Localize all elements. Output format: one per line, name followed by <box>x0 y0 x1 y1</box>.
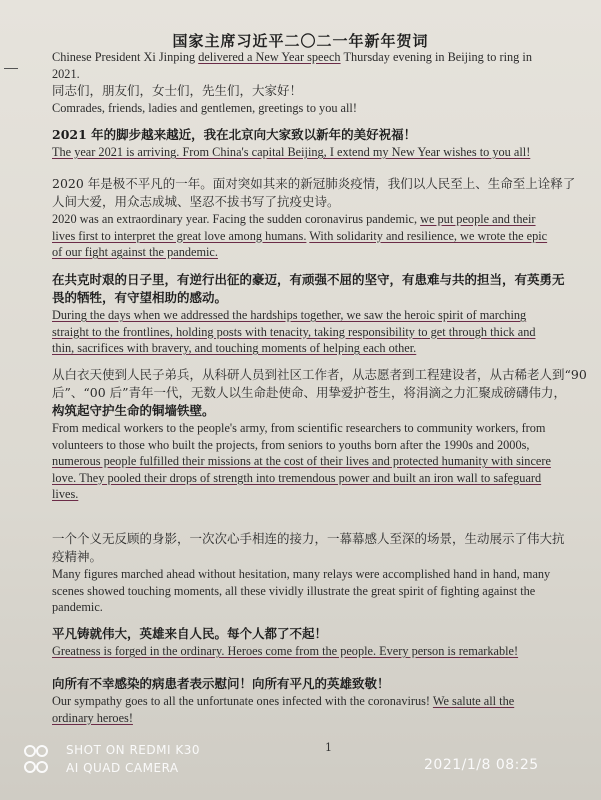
paragraph-en-line <box>52 228 572 245</box>
paragraph-en-line: lives. <box>52 487 79 501</box>
paragraph-zh-line: 构筑起守护生命的铜墙铁壁。 <box>52 403 215 418</box>
paragraph-zh-line: 疫精神。 <box>52 549 103 564</box>
paragraph-en-line <box>52 693 572 710</box>
margin-mark <box>4 68 18 69</box>
page-number: 1 <box>325 741 332 754</box>
paragraph-en-line: Many figures marched ahead without hesitation, many relays were accomplished hand in hand, many <box>52 567 551 581</box>
paragraph-1 <box>52 126 572 161</box>
watermark-device-label: SHOT ON REDMI K30 <box>66 743 200 757</box>
paragraph-zh-line: 后”、“00 后”青年一代，无数人以生命赴使命、用挚爱护苍生，将涓滴之力汇聚成磅礴伟力， <box>52 385 567 400</box>
paragraph-en-line: ordinary heroes! <box>52 710 133 725</box>
paragraph-en-line: pandemic. <box>52 600 103 614</box>
paragraph-en-line: love. They pooled their drops of strength into tremendous power and built an iron wall to safeguard <box>52 470 542 485</box>
paragraph-en-underlined: lives first to interpret the great love among humans. <box>52 228 307 243</box>
paragraph-en-line: During the days when we addressed the hardships together, we saw the heroic spirit of marching <box>52 308 527 322</box>
paragraph-en-line: volunteers to those who built the projects, from seniors to youths born after the 1990s and 2000s, <box>52 437 530 452</box>
paragraph-3 <box>52 271 572 357</box>
paragraph-zh-line: 2021 年的脚步越来越近，我在北京向大家致以新年的美好祝福！ <box>52 127 417 142</box>
paragraph-en-line: The year 2021 is arriving. From China's capital Beijing, I extend my New Year wishes to you all! <box>52 145 531 159</box>
photo-timestamp: 2021/1/8 08:25 <box>424 757 539 773</box>
intro-block <box>52 49 572 117</box>
camera-brand-logo-icon <box>22 743 60 779</box>
paragraph-en-line: thin, sacrifices with bravery, and touching moments of helping each other. <box>52 341 417 355</box>
intro-en-underlined: delivered a New Year speech <box>198 50 341 64</box>
intro-en-text: Chinese President Xi Jinping <box>52 50 199 64</box>
paragraph-zh-line: 一个个义无反顾的身影，一次次心手相连的接力，一幕幕感人至深的场景，生动展示了伟大抗 <box>52 531 565 546</box>
paragraph-en-line: scenes showed touching moments, all these vividly illustrate the great spirit of fighting against the <box>52 583 536 598</box>
paragraph-zh-line: 从白衣天使到人民子弟兵，从科研人员到社区工作者，从志愿者到工程建设者，从古稀老人到“90 <box>52 367 587 382</box>
intro-zh-line: 同志们，朋友们，女士们，先生们，大家好！ <box>52 83 303 98</box>
paragraph-en-text: 2020 was an extraordinary year. Facing the sudden coronavirus pandemic, <box>52 212 421 226</box>
paragraph-zh-line: 畏的牺牲，有守望相助的感动。 <box>52 290 228 305</box>
intro-en-line: 2021. <box>52 66 80 81</box>
paragraph-zh-line: 人间大爱，用众志成城、坚忍不拔书写了抗疫史诗。 <box>52 194 340 209</box>
paragraph-2 <box>52 175 576 261</box>
paragraph-7 <box>52 675 572 726</box>
paragraph-en-line: Greatness is forged in the ordinary. Heroes come from the people. Every person is remarkable! <box>52 644 519 658</box>
intro-en-text-rest: Thursday evening in Beijing to ring in <box>340 50 532 64</box>
paragraph-zh-line: 2020 年是极不平凡的一年。面对突如其来的新冠肺炎疫情，我们以人民至上、生命至上诠释了 <box>52 176 576 191</box>
watermark-camera-label: AI QUAD CAMERA <box>66 761 179 775</box>
paragraph-4 <box>52 366 587 503</box>
paragraph-zh-line: 向所有不幸感染的病患者表示慰问！向所有平凡的英雄致敬！ <box>52 676 390 691</box>
paragraph-6 <box>52 625 572 660</box>
intro-en-line: Comrades, friends, ladies and gentlemen, greetings to you all! <box>52 101 357 115</box>
intro-en-line <box>52 49 572 66</box>
paragraph-en-underlined: We salute all the <box>432 694 515 708</box>
page-title: 国家主席习近平二〇二一年新年贺词 <box>172 32 429 50</box>
paragraph-5 <box>52 530 572 616</box>
paragraph-en-line: straight to the frontlines, holding posts with tenacity, taking responsibility to get through thick and <box>52 324 536 339</box>
paragraph-en-line: From medical workers to the people's army, from scientific researchers to community workers, from <box>52 421 546 435</box>
paragraph-en-underlined: With solidarity and resilience, we wrote the epic <box>309 228 548 243</box>
paragraph-en-underlined: we put people and their <box>420 212 536 226</box>
paragraph-zh-line: 在共克时艰的日子里，有逆行出征的豪迈，有顽强不屈的坚守，有患难与共的担当，有英勇无 <box>52 272 565 287</box>
paragraph-en-text: Our sympathy goes to all the unfortunate ones infected with the coronavirus! <box>52 694 433 708</box>
paragraph-en-line: of our fight against the pandemic. <box>52 245 218 259</box>
paragraph-en-line <box>52 211 572 228</box>
paragraph-en-line: numerous people fulfilled their missions at the cost of their lives and protected humanity with sincere <box>52 454 551 468</box>
paragraph-zh-line: 平凡铸就伟大，英雄来自人民。每个人都了不起！ <box>52 626 328 641</box>
